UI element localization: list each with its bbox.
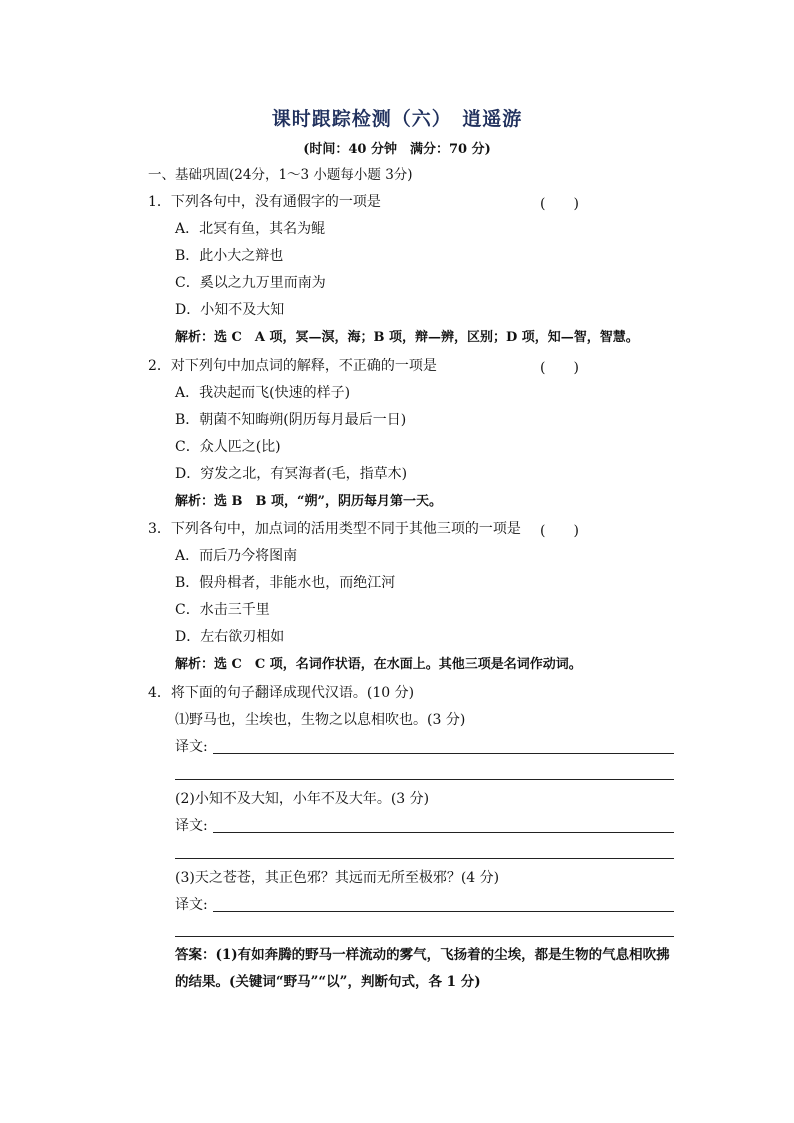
question-1-explanation: 解析：选 C A 项，冥—溟，海；B 项，辩—辨，区别；D 项，知—智，智慧。 — [175, 330, 639, 345]
question-4-item-3: (3)天之苍苍，其正色邪？其远而无所至极邪？(4 分) — [175, 870, 500, 886]
question-2-option-a: A．我决起而飞(快速的样子) — [175, 385, 351, 401]
translation-label-3: 译文: — [175, 897, 208, 913]
translation-label-1: 译文: — [175, 739, 208, 755]
question-1-option-d: D．小知不及大知 — [175, 302, 285, 318]
question-1-stem: 1．下列各句中，没有通假字的一项是 — [148, 194, 381, 210]
question-2-option-d: D．穷发之北，有冥海者(毛，指草木) — [175, 466, 408, 482]
question-3-option-b: B．假舟楫者，非能水也，而绝江河 — [175, 575, 396, 591]
translation-label-2: 译文: — [175, 818, 208, 834]
question-4-stem: 4．将下面的句子翻译成现代汉语。(10 分) — [148, 685, 415, 701]
question-3-option-c: C．水击三千里 — [175, 602, 270, 618]
question-3-explanation: 解析：选 C C 项，名词作状语，在水面上。其他三项是名词作动词。 — [175, 657, 582, 672]
translation-blank-3a[interactable] — [213, 911, 674, 912]
question-3-stem: 3．下列各句中，加点词的活用类型不同于其他三项的一项是 — [148, 521, 521, 537]
question-1-option-c: C．奚以之九万里而南为 — [175, 275, 326, 291]
translation-blank-3b[interactable] — [175, 936, 674, 937]
page-subtitle: (时间：40 分钟 满分：70 分) — [303, 142, 491, 157]
question-3-option-d: D．左右欲刃相如 — [175, 629, 285, 645]
question-1-answer-slot: ( ) — [540, 196, 579, 212]
question-3-option-a: A．而后乃今将图南 — [175, 548, 298, 564]
question-2-stem: 2．对下列句中加点词的解释，不正确的一项是 — [148, 358, 437, 374]
section-heading: 一、基础巩固(24分，1～3 小题每小题 3分) — [148, 167, 413, 183]
question-1-option-a: A．北冥有鱼，其名为鲲 — [175, 221, 326, 237]
question-2-option-c: C．众人匹之(比) — [175, 439, 281, 455]
question-1-option-b: B．此小大之辩也 — [175, 248, 284, 264]
question-4-item-2: (2)小知不及大知，小年不及大年。(3 分) — [175, 791, 430, 807]
question-2-explanation: 解析：选 B B 项，“朔”，阴历每月第一天。 — [175, 494, 442, 509]
question-4-item-1: ⑴野马也，尘埃也，生物之以息相吹也。(3 分) — [175, 712, 466, 728]
translation-blank-1a[interactable] — [213, 753, 674, 754]
translation-blank-2b[interactable] — [175, 858, 674, 859]
question-2-answer-slot: ( ) — [540, 360, 579, 376]
question-2-option-b: B．朝菌不知晦朔(阴历每月最后一日) — [175, 412, 407, 428]
question-4-answer: 答案：(1)有如奔腾的野马一样流动的雾气，飞扬着的尘埃，都是生物的气息相吹拂的结果。(关键词“野马”“以”，判断句式，各 1 分) — [175, 947, 670, 990]
translation-blank-1b[interactable] — [175, 779, 674, 780]
translation-blank-2a[interactable] — [213, 832, 674, 833]
question-3-answer-slot: ( ) — [540, 523, 579, 539]
page-title: 课时跟踪检测（六） 逍遥游 — [271, 108, 523, 130]
